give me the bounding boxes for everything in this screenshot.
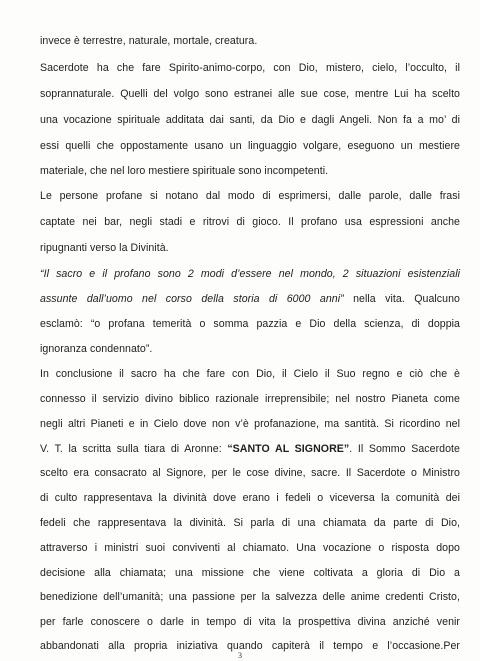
text-line xyxy=(40,242,460,255)
text-line xyxy=(40,35,460,48)
text-span: Sacerdote ha che fare Spirito-animo-corpo, con Dio, mistero, cielo, l’occulto, il xyxy=(40,62,460,74)
text-span: Per xyxy=(443,640,460,652)
quote-span: “Il sacro e il profano sono 2 modi d’essere nel mondo, 2 situazioni esistenziali xyxy=(40,268,460,280)
text-span: decisione alla chiamata; una missione che viene coltivata a gloria di Dio a xyxy=(40,567,460,579)
text-span: di culto rappresentava la divinità dove erano i fedeli o viceversa la comunità dei xyxy=(40,492,460,504)
text-span: captate nei bar, negli stadi e ritrovi di gioco. Il profano usa espressioni anche xyxy=(40,216,460,228)
text-span: abbandonati alla propria iniziativa quando capiterà il tempo e l’occasione. xyxy=(40,640,444,652)
text-span: soprannaturale. Quelli del volgo sono estranei alle sue cose, mentre Lui ha scelto xyxy=(40,88,460,100)
text-span: nella vita. Qualcuno xyxy=(343,293,460,305)
page-number: 3 xyxy=(238,651,242,660)
text-line xyxy=(40,140,460,153)
text-span: per farle conoscere o darle in tempo di vita la prospettiva divina anziché venir xyxy=(40,616,460,628)
text-span: In conclusione il sacro ha che fare con Dio, il Cielo il Suo regno e ciò che è xyxy=(40,368,460,380)
text-line xyxy=(40,492,460,505)
text-line xyxy=(40,368,460,381)
text-span: attraverso i ministri suoi conviventi al chiamato. Una vocazione o risposta dopo xyxy=(40,542,460,554)
text-span: V. T. la scritta sulla tiara di Aronne: xyxy=(40,443,228,455)
text-span: connesso il servizio divino biblico razionale irreprensibile; nel nostro Pianeta come xyxy=(40,393,460,405)
text-span: ripugnanti verso la Divinità. xyxy=(40,242,169,254)
text-span: scelto era consacrato al Signore, per le cose divine, sacre. Il Sacerdote o Ministro xyxy=(40,467,460,479)
text-line xyxy=(40,467,460,480)
quote-span: assunte dall’uomo nel corso della storia di 6000 anni” xyxy=(40,293,344,305)
text-line xyxy=(40,393,460,406)
quote-line xyxy=(40,268,460,281)
text-line xyxy=(40,165,460,178)
text-span: negli altri Pianeti e in Cielo dove non v’è profanazione, ma santità. Si ricordino nel xyxy=(40,418,460,430)
text-span: essi quelli che oppostamente usano un linguaggio volgare, eseguono un mestiere xyxy=(40,140,460,152)
text-span: fedeli che rappresentava la divinità. Si parla di una chiamata da parte di Dio, xyxy=(40,517,460,529)
text-line xyxy=(40,318,460,331)
text-span: benedizione dell’umanità; una passione per la salvezza delle anime credenti Cristo, xyxy=(40,591,460,603)
text-span: Le persone profane si notano dal modo di esprimersi, dalle parole, dalle frasi xyxy=(40,190,460,202)
text-line xyxy=(40,293,460,306)
text-line xyxy=(40,190,460,203)
text-line xyxy=(40,216,460,229)
text-span: materiale, che nel loro mestiere spirituale sono incompetenti. xyxy=(40,165,329,177)
emphasis-span: “SANTO AL SIGNORE” xyxy=(227,443,350,455)
text-span: una vocazione spirituale additata dai santi, da Dio e dagli Angeli. Non fa a mo’ di xyxy=(40,114,460,126)
text-line xyxy=(40,591,460,604)
text-line xyxy=(40,418,460,431)
text-span: ignoranza condennato”. xyxy=(40,343,153,355)
text-line xyxy=(40,88,460,101)
text-line xyxy=(40,567,460,580)
text-line xyxy=(40,542,460,555)
text-line xyxy=(40,343,460,356)
text-line xyxy=(40,114,460,127)
text-span: . Il Sommo Sacerdote xyxy=(349,443,460,455)
text-line xyxy=(40,443,460,456)
text-line xyxy=(40,616,460,629)
text-line xyxy=(40,62,460,75)
text-line xyxy=(40,517,460,530)
text-span: esclamò: “o profana temerità o somma pazzia e Dio della scienza, di doppia xyxy=(40,318,460,330)
text-span: invece è terrestre, naturale, mortale, creatura. xyxy=(40,35,258,47)
